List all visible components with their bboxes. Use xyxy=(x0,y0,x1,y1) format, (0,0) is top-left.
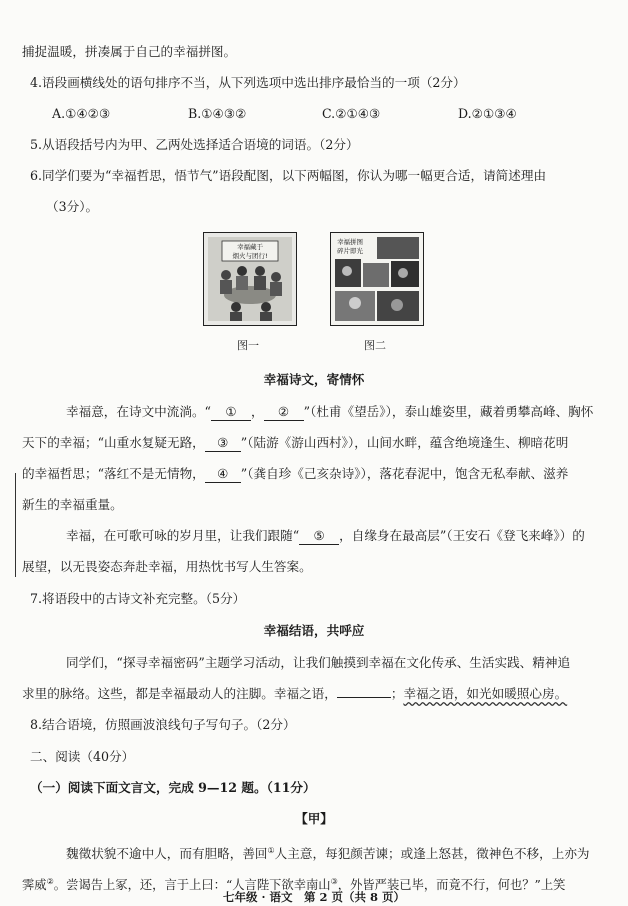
blank-3: ③ xyxy=(205,435,241,452)
poetry-paragraph-line-3: 的幸福哲思；“落红不是无情物， ④ ”（龚自珍《己亥杂诗》），落花春泥中，饱含无私奉献、滋养 xyxy=(22,466,569,481)
poetry-paragraph-line-5: 幸福，在可歌可咏的岁月里，让我们跟随“ ⑤ ，自缘身在最高层”（王安石《登飞来峰》）的 xyxy=(66,528,585,543)
figure-one xyxy=(203,232,297,326)
question-6-points: （3分）。 xyxy=(46,199,99,214)
blank-2: ② xyxy=(264,404,304,421)
text-line: 捕捉温暖，拼凑属于自己的幸福拼图。 xyxy=(22,44,237,59)
question-4: 4.语段画横线处的语句排序不当，从下列选项中选出排序最恰当的一项（2分） xyxy=(30,75,466,90)
figure-two xyxy=(330,232,424,326)
blank-4: ④ xyxy=(205,466,241,483)
section-title-conclusion: 幸福结语，共呼应 xyxy=(263,623,365,638)
option-a: A.①④②③ xyxy=(52,106,111,121)
blank-imitation xyxy=(337,697,391,698)
section-title-poetry: 幸福诗文，寄情怀 xyxy=(263,372,365,387)
conclusion-line-2: 求里的脉络。这些，都是幸福最动人的注脚。幸福之语， ；幸福之语，如光如暖照心房。 xyxy=(22,686,568,701)
option-c: C.②①④③ xyxy=(322,106,381,121)
passage-jia-label: 【甲】 xyxy=(295,811,333,826)
fig1-caption-text-2: 烟火与团行! xyxy=(232,252,268,260)
conclusion-line-1: 同学们，“探寻幸福密码”主题学习活动，让我们触摸到幸福在文化传承、生活实践、精神追 xyxy=(66,655,571,670)
figure-two-caption: 图二 xyxy=(364,339,386,352)
reading-subheading: （一）阅读下面文言文，完成 9—12 题。（11分） xyxy=(30,780,316,795)
wavy-sentence: 幸福之语，如光如暖照心房。 xyxy=(403,686,568,701)
option-d: D.②①③④ xyxy=(458,106,517,121)
question-7: 7.将语段中的古诗文补充完整。（5分） xyxy=(30,591,246,606)
fig2-caption-text-2: 碎片即光 xyxy=(337,247,363,255)
blank-5: ⑤ xyxy=(299,528,339,545)
poetry-paragraph-line-1: 幸福意，在诗文中流淌。“ ① ， ② ”（杜甫《望岳》），泰山雄姿里，藏着勇攀高峰、胸怀 xyxy=(66,404,594,419)
fig1-caption-text-1: 幸福藏于 xyxy=(237,243,263,251)
reading-heading: 二、阅读（40分） xyxy=(30,749,135,764)
poetry-paragraph-line-6: 展望，以无畏姿态奔赴幸福，用热忱书写人生答案。 xyxy=(22,559,312,574)
option-b: B.①④③② xyxy=(188,106,247,121)
fig2-caption-text-1: 幸福拼图 xyxy=(337,238,363,246)
poetry-paragraph-line-4: 新生的幸福重量。 xyxy=(22,497,123,512)
page-footer: 七年级 · 语文 第 2 页（共 8 页） xyxy=(222,890,406,904)
collage-illustration xyxy=(331,233,423,325)
blank-1: ① xyxy=(211,404,251,421)
figure-one-caption: 图一 xyxy=(237,339,259,352)
classical-text-line-1: 魏徵状貌不逾中人，而有胆略，善回①人主意，每犯颜苦谏；或逢上怒甚，徵神色不移，上亦为 xyxy=(66,846,590,862)
family-dinner-illustration xyxy=(208,237,292,321)
poetry-paragraph-line-2: 天下的幸福；“山重水复疑无路， ③ ”（陆游《游山西村》），山间水畔，蕴含绝境逢生、柳暗花明 xyxy=(22,435,569,450)
question-6: 6.同学们要为“幸福哲思，悟节气”语段配图，以下两幅图，你认为哪一幅更合适，请简述理由 xyxy=(30,168,547,183)
classical-text-line-2: 霁威②。尝谒告上冢，还，言于上曰：“人言陛下欲幸南山③，外皆严装已毕，而竟不行，何也？”上笑 xyxy=(22,877,566,893)
question-8: 8.结合语境，仿照画波浪线句子写句子。（2分） xyxy=(30,717,296,732)
margin-bracket xyxy=(15,473,17,577)
question-5: 5.从语段括号内为甲、乙两处选择适合语境的词语。（2分） xyxy=(30,137,359,152)
